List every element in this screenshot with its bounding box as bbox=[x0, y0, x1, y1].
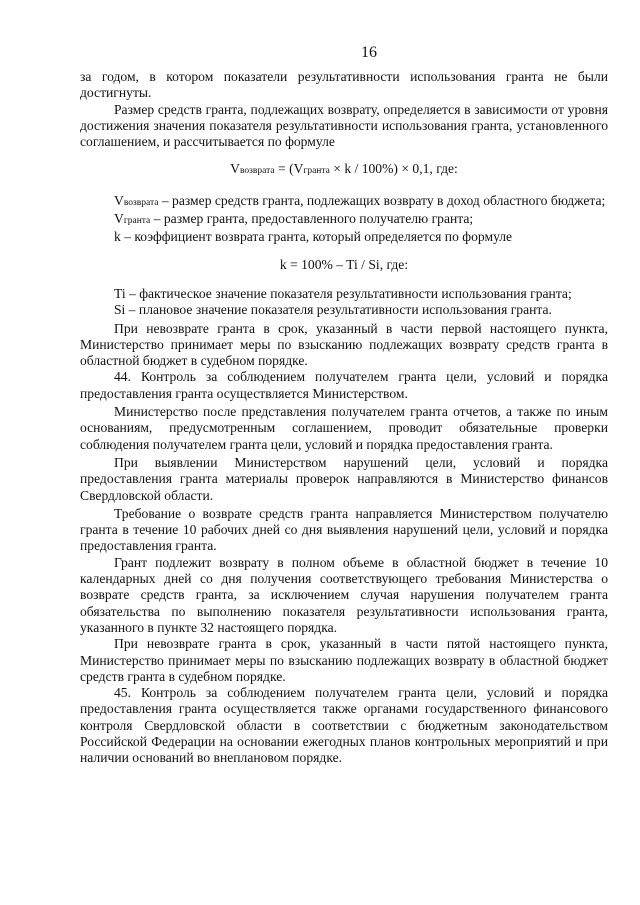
paragraph-44-inspections: Министерство после представления получателем гранта отчетов, а также по иным основаниям, предусмотренным соглашением, проводит обязательные проверки соблюдения получателем гранта цели, условий и порядка предоставления гранта. bbox=[80, 404, 608, 452]
formula-v-symbol: V bbox=[230, 161, 240, 177]
def-v-symbol: V bbox=[114, 192, 124, 208]
formula-k: k = 100% – Ti / Si, где: bbox=[279, 256, 409, 272]
paragraph-44: 44. Контроль за соблюдением получателем гранта цели, условий и порядка предоставления гранта осуществляется Министерством. bbox=[80, 369, 608, 401]
def-vg-sub: гранта bbox=[123, 216, 151, 227]
paragraph-45: 45. Контроль за соблюдением получателем гранта цели, условий и порядка предоставления гранта осуществляется также органами государственного финансового контроля Свердловской области в соответствии с бюджетным законодательством Российской Федерации на основании ежегодных планов контрольных мероприятий и при наличии оснований во внеплановом порядке. bbox=[80, 685, 608, 766]
document-body bbox=[80, 69, 608, 767]
definition-si: Si – плановое значение показателя результативности использования гранта. bbox=[114, 302, 552, 318]
paragraph-refund-amount: Размер средств гранта, подлежащих возврату, определяется в зависимости от уровня достижения значения показателя результативности использования гранта, установленного соглашением, и рассчитывается по формуле bbox=[80, 101, 608, 150]
definition-ti: Ti – фактическое значение показателя результативности использования гранта; bbox=[114, 285, 572, 301]
formula-sub-granta: гранта bbox=[303, 166, 330, 177]
def-v-text: – размер средств гранта, подлежащих возврату в доход областного бюджета; bbox=[158, 192, 606, 208]
formula-tail: × k / 100%) × 0,1, где: bbox=[329, 161, 458, 177]
paragraph-44-nonreturn: При невозврате гранта в срок, указанный в части пятой настоящего пункта, Министерство принимает меры по взысканию подлежащих возврату в областной бюджет средств гранта в судебном порядке. bbox=[80, 636, 608, 684]
paragraph-44-violations: При выявлении Министерством нарушений цели, условий и порядка предоставления гранта материалы проверок направляются в Министерство финансов Свердловской области. bbox=[80, 454, 608, 503]
definition-v-grant bbox=[80, 211, 608, 229]
paragraph-44-demand: Требование о возврате средств гранта направляется Министерством получателю гранта в течение 10 рабочих дней со дня выявления нарушений цели, условий и порядка предоставления гранта. bbox=[80, 505, 608, 554]
formula-equals-v: = (V bbox=[274, 161, 304, 177]
definition-v-refund bbox=[80, 193, 608, 211]
paragraph-44-full-return: Грант подлежит возврату в полном объеме в областной бюджет в течение 10 календарных дней со дня получения соответствующего требования Министерства о возврате средств гранта, за исключением случая нарушения получателем гранта обязательства по выполнению показателя результативности использования гранта, указанного в пункте 32 настоящего порядка. bbox=[80, 554, 608, 635]
formula-sub-vozvrata: возврата bbox=[240, 166, 275, 177]
paragraph-nonreturn-first: При невозврате гранта в срок, указанный в части первой настоящего пункта, Министерство принимает меры по взысканию подлежащих возврату средств гранта в областной бюджет в судебном порядке. bbox=[80, 320, 608, 369]
formula-refund bbox=[80, 161, 608, 179]
def-v-sub: возврата bbox=[123, 197, 159, 208]
def-vg-symbol: V bbox=[114, 211, 124, 227]
page-number: 16 bbox=[361, 44, 377, 61]
paragraph-continuation: за годом, в котором показатели результативности использования гранта не были достигнуты. bbox=[80, 69, 608, 101]
def-vg-text: – размер гранта, предоставленного получателю гранта; bbox=[150, 211, 474, 227]
definition-k: k – коэффициент возврата гранта, который определяется по формуле bbox=[114, 229, 513, 245]
